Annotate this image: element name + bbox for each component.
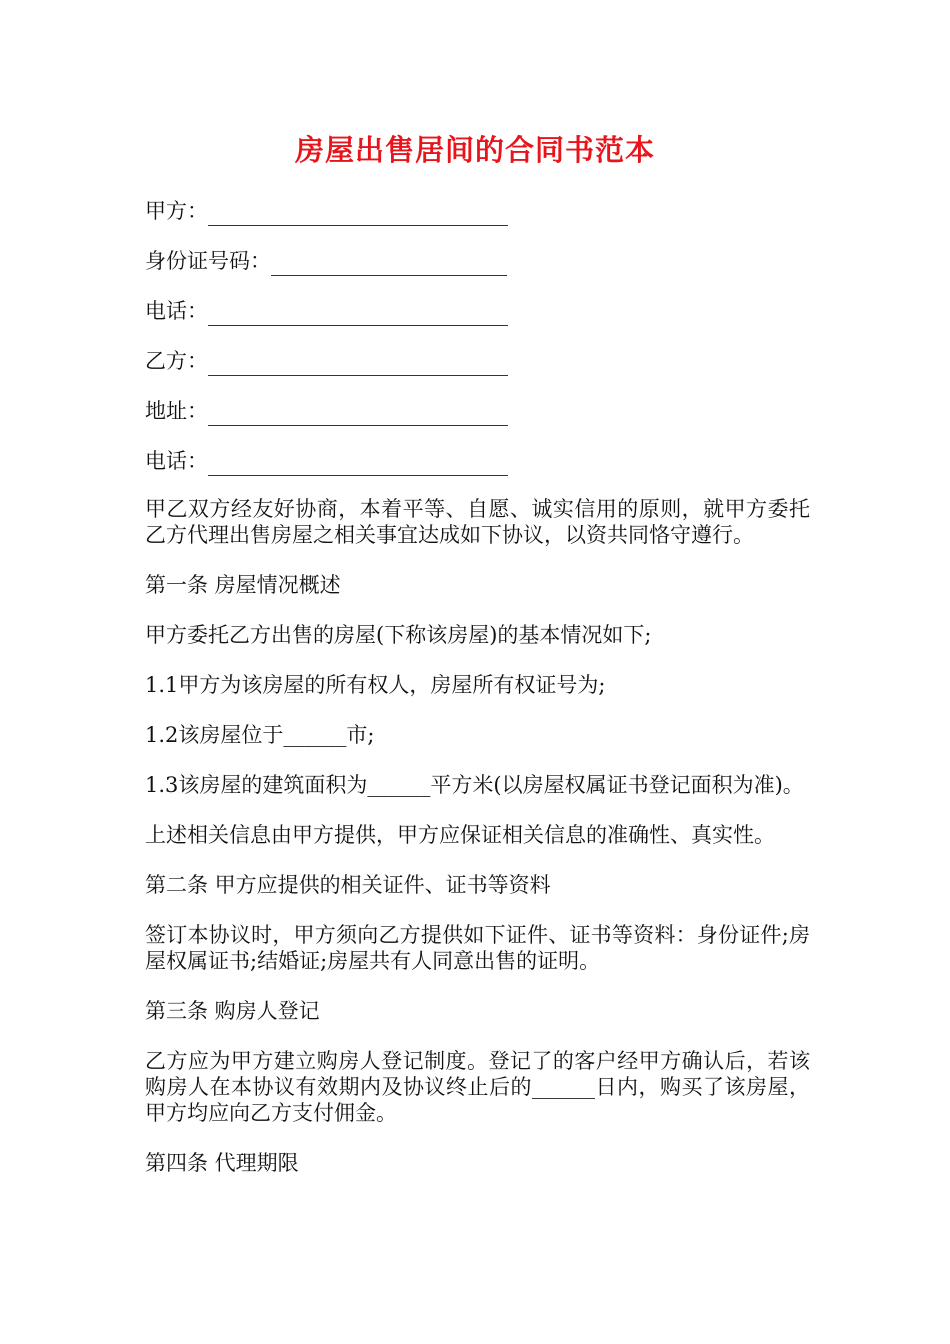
party-b-phone-label: 电话： — [145, 449, 208, 473]
article-4-heading: 第四条 代理期限 — [145, 1151, 299, 1175]
document-title: 房屋出售居间的合同书范本 — [294, 133, 655, 167]
article-1-clause-3: 1.3该房屋的建筑面积为______平方米(以房屋权属证书登记面积为准)。 — [145, 773, 804, 797]
article-1-heading: 第一条 房屋情况概述 — [145, 573, 341, 597]
article-2-heading: 第二条 甲方应提供的相关证件、证书等资料 — [145, 873, 551, 897]
article-3-body: 乙方应为甲方建立购房人登记制度。登记了的客户经甲方确认后，若该购房人在本协议有效期内及协议终止后的______日内，购买了该房屋，甲方均应向乙方支付佣金。 — [145, 1049, 810, 1125]
id-number-label: 身份证号码： — [145, 249, 271, 273]
party-b-blank-line — [208, 351, 508, 376]
party-b-phone-blank-line — [208, 451, 508, 476]
article-1-note: 上述相关信息由甲方提供，甲方应保证相关信息的准确性、真实性。 — [145, 823, 775, 847]
party-a-phone-field — [145, 296, 810, 346]
party-b-label: 乙方： — [145, 349, 208, 373]
address-field — [145, 396, 810, 446]
party-a-field — [145, 196, 810, 246]
party-a-blank-line — [208, 201, 508, 226]
article-1-intro: 甲方委托乙方出售的房屋(下称该房屋)的基本情况如下; — [145, 623, 652, 647]
article-2-body: 签订本协议时，甲方须向乙方提供如下证件、证书等资料：身份证件;房屋权属证书;结婚证;房屋共有人同意出售的证明。 — [145, 923, 810, 973]
party-a-phone-label: 电话： — [145, 299, 208, 323]
address-blank-line — [208, 401, 508, 426]
address-label: 地址： — [145, 399, 208, 423]
document-body — [145, 196, 810, 1200]
article-1-clause-2: 1.2该房屋位于______市; — [145, 723, 375, 747]
party-b-phone-field — [145, 446, 810, 496]
id-number-blank-line — [271, 251, 507, 276]
article-3-heading: 第三条 购房人登记 — [145, 999, 320, 1023]
preamble-paragraph: 甲乙双方经友好协商，本着平等、自愿、诚实信用的原则，就甲方委托乙方代理出售房屋之相关事宜达成如下协议，以资共同恪守遵行。 — [145, 497, 810, 547]
party-a-label: 甲方： — [145, 199, 208, 223]
id-number-field — [145, 246, 810, 296]
party-b-field — [145, 346, 810, 396]
party-a-phone-blank-line — [208, 301, 508, 326]
article-1-clause-1: 1.1甲方为该房屋的所有权人，房屋所有权证号为; — [145, 673, 606, 697]
